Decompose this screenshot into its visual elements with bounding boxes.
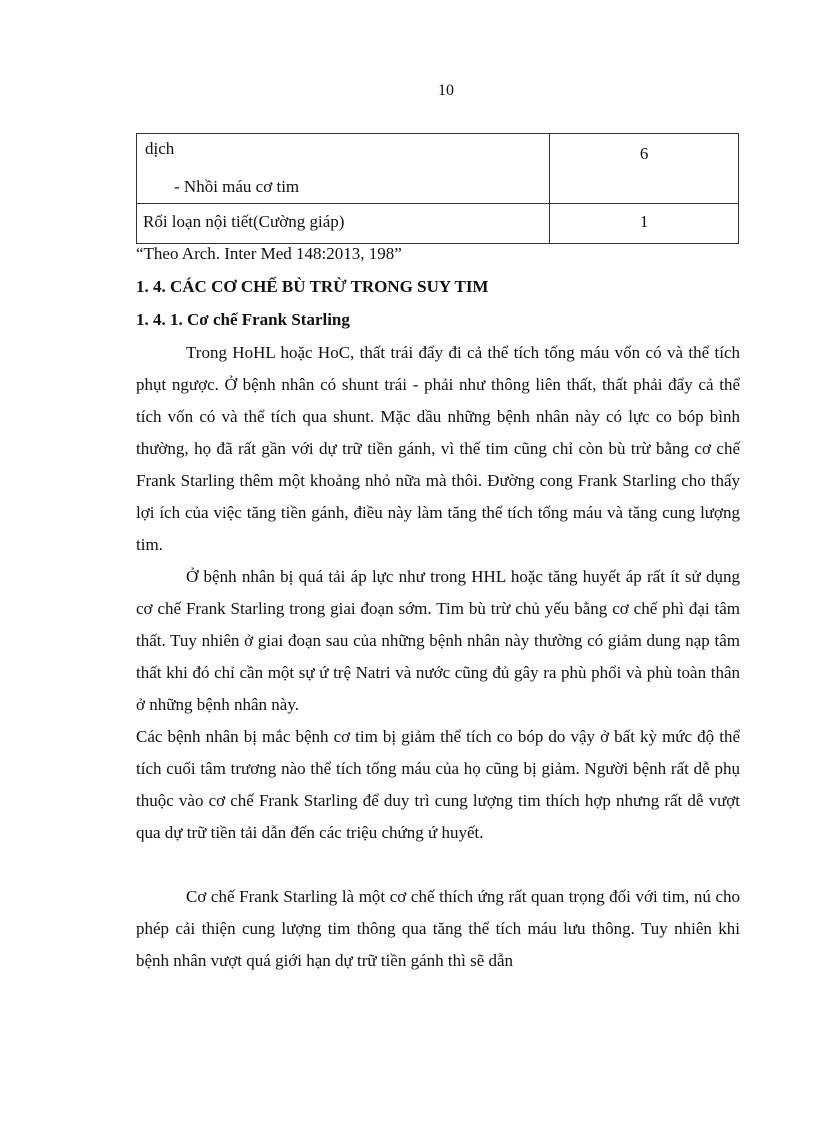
body-paragraph: Các bệnh nhân bị mắc bệnh cơ tim bị giảm thể tích co bóp do vậy ở bất kỳ mức độ thể tích cuối tâm trương nào thể tích tống máu của họ cũng bị giảm. Người bệnh rất dễ phụ thuộc vào cơ chế Frank Starling để duy trì cung lượng tim thích hợp nhưng rất dễ vượt qua dự trữ tiền tải dẫn đến các triệu chứng ứ huyết. — [136, 727, 740, 842]
cell-text-line: Rối loạn nội tiết(Cường giáp) — [143, 212, 345, 231]
body-paragraph: Ở bệnh nhân bị quá tải áp lực như trong HHL hoặc tăng huyết áp rất ít sử dụng cơ chế Frank Starling trong giai đoạn sớm. Tim bù trừ chủ yếu bằng cơ chế phì đại tâm thất. Tuy nhiên ở giai đoạn sau của những bệnh nhân này thường có giảm dung nạp tâm thất khi đó chỉ cần một sự ứ trệ Natri và nước cũng đủ gây ra phù phổi và phù toàn thân ở những bệnh nhân này. — [136, 567, 740, 714]
subsection-heading: 1. 4. 1. Cơ chế Frank Starling — [136, 310, 350, 329]
cell-text-line: - Nhồi máu cơ tim — [174, 177, 300, 196]
table-cell-label — [137, 134, 550, 204]
table-cell-value — [550, 204, 739, 244]
table-row — [137, 204, 739, 244]
causes-table — [136, 133, 739, 244]
body-paragraph: Cơ chế Frank Starling là một cơ chế thích ứng rất quan trọng đối với tim, nú cho phép cải thiện cung lượng tim thông qua tăng thể tích máu lưu thông. Tuy nhiên khi bệnh nhân vượt quá giới hạn dự trữ tiền gánh thì sẽ dẫn — [136, 887, 740, 970]
table-row — [137, 134, 739, 204]
section-heading: 1. 4. CÁC CƠ CHẾ BÙ TRỪ TRONG SUY TIM — [136, 277, 489, 296]
citation: “Theo Arch. Inter Med 148:2013, 198” — [136, 244, 402, 263]
table-cell-value — [550, 134, 739, 204]
page-number: 10 — [438, 82, 454, 99]
body-paragraph: Trong HoHL hoặc HoC, thất trái đẩy đi cả thể tích tống máu vốn có và thể tích phụt ngược. Ở bệnh nhân có shunt trái - phải như thông liên thất, thất phải đẩy cả thể tích vốn có và thể tích qua shunt. Mặc dầu những bệnh nhân này có lực co bóp bình thường, họ đã rất gần với dự trữ tiền gánh, vì thế tim cũng chỉ còn bù trừ bằng cơ chế Frank Starling thêm một khoảng nhỏ nữa mà thôi. Đường cong Frank Starling cho thấy lợi ích của việc tăng tiền gánh, điều này làm tăng thể tích tống máu và tăng cung lượng tim. — [136, 343, 740, 554]
causes-table-wrapper — [136, 133, 739, 244]
cell-text-line: dịch — [145, 139, 175, 158]
cell-value: 6 — [639, 144, 649, 163]
table-cell-label — [137, 204, 550, 244]
cell-value: 1 — [639, 212, 649, 231]
